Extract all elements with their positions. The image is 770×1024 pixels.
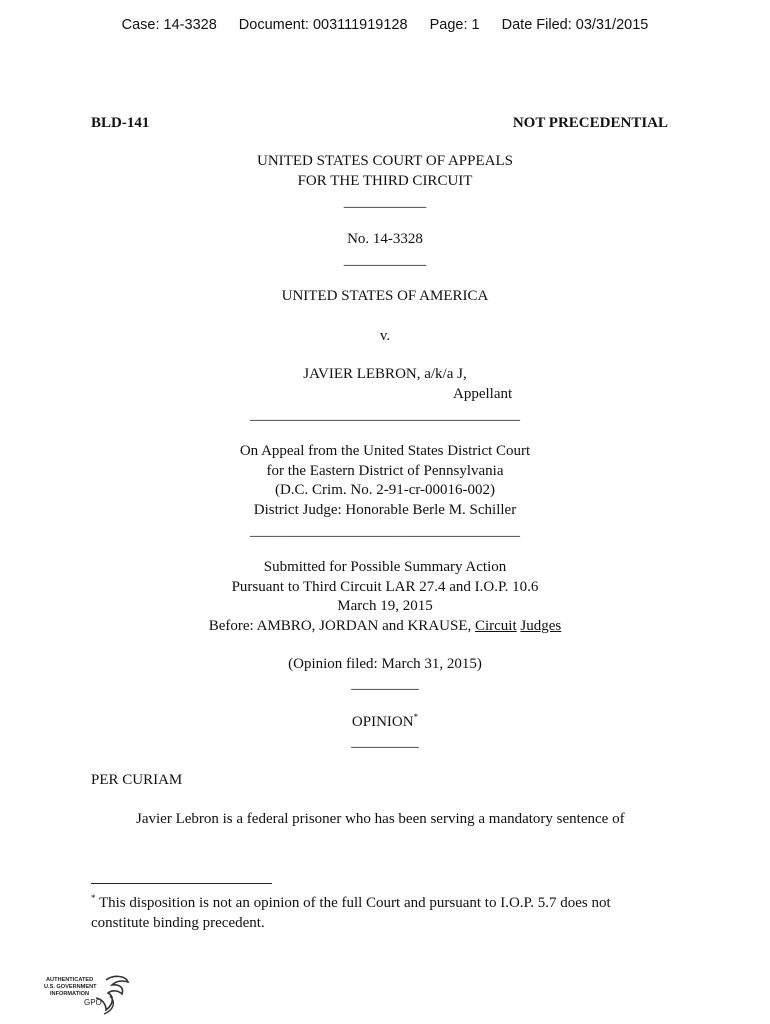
submission-line-1: Submitted for Possible Summary Action xyxy=(263,559,507,575)
docket-code: BLD-141 xyxy=(91,115,150,131)
footnote-line-1 xyxy=(91,894,611,914)
separator-rule: ___________ xyxy=(343,194,427,210)
versus: v. xyxy=(379,328,391,344)
long-separator-rule: ____________________________________ xyxy=(250,407,520,423)
document-number-header: Document: 003111919128 xyxy=(238,17,408,33)
gpo-line-2: U.S. GOVERNMENT xyxy=(44,984,97,990)
gpo-eagle-icon xyxy=(44,972,134,1016)
filing-header xyxy=(0,17,770,33)
footnote-marker: * xyxy=(91,893,96,903)
footnote-divider xyxy=(91,883,272,884)
submission-line-2: Pursuant to Third Circuit LAR 27.4 and I.O.P. 10.6 xyxy=(231,579,539,595)
defendant-name: JAVIER LEBRON, a/k/a J, xyxy=(303,366,467,382)
appeal-line-1: On Appeal from the United States District Court xyxy=(239,443,531,459)
opinion-heading xyxy=(0,713,770,733)
page-number-header: Page: 1 xyxy=(429,17,480,33)
footnote-reference-marker: * xyxy=(413,712,419,722)
gpo-line-3: INFORMATION xyxy=(50,991,90,997)
separator-rule: ___________ xyxy=(343,252,427,268)
judges-word: Judges xyxy=(520,618,562,634)
court-name-line-1: UNITED STATES COURT OF APPEALS xyxy=(257,153,513,169)
appeal-line-2: for the Eastern District of Pennsylvania xyxy=(266,463,504,479)
gpo-authentication-logo xyxy=(44,972,134,1016)
footnote-text-1: This disposition is not an opinion of the full Court and pursuant to I.O.P. 5.7 does not xyxy=(95,895,611,911)
date-filed-header: Date Filed: 03/31/2015 xyxy=(501,17,649,33)
footnote-line-2: constitute binding precedent. xyxy=(91,915,265,931)
short-separator-rule: _________ xyxy=(351,676,419,692)
per-curiam: PER CURIAM xyxy=(91,772,183,788)
plaintiff-name: UNITED STATES OF AMERICA xyxy=(281,288,489,304)
short-separator-rule: _________ xyxy=(351,734,419,750)
opinion-title: OPINION xyxy=(351,714,414,730)
panel-judges-line xyxy=(0,617,770,637)
long-separator-rule: ____________________________________ xyxy=(250,523,520,539)
opinion-filed-date: (Opinion filed: March 31, 2015) xyxy=(288,656,482,672)
case-number-header: Case: 14-3328 xyxy=(121,17,217,33)
appellant-role: Appellant xyxy=(453,386,513,402)
precedential-status: NOT PRECEDENTIAL xyxy=(512,115,668,131)
court-name-line-2: FOR THE THIRD CIRCUIT xyxy=(297,173,473,189)
gpo-line-1: AUTHENTICATED xyxy=(46,977,94,983)
appeal-line-3: (D.C. Crim. No. 2-91-cr-00016-002) xyxy=(274,482,496,498)
opinion-body-text: Javier Lebron is a federal prisoner who has been serving a mandatory sentence of xyxy=(136,811,625,827)
circuit-word: Circuit xyxy=(474,618,517,634)
panel-judges-names: Before: AMBRO, JORDAN and KRAUSE, xyxy=(208,618,475,634)
submission-date: March 19, 2015 xyxy=(337,598,433,614)
gpo-mark: GPO xyxy=(84,998,102,1007)
case-number: No. 14-3328 xyxy=(347,231,423,247)
district-judge-line: District Judge: Honorable Berle M. Schiller xyxy=(253,502,517,518)
